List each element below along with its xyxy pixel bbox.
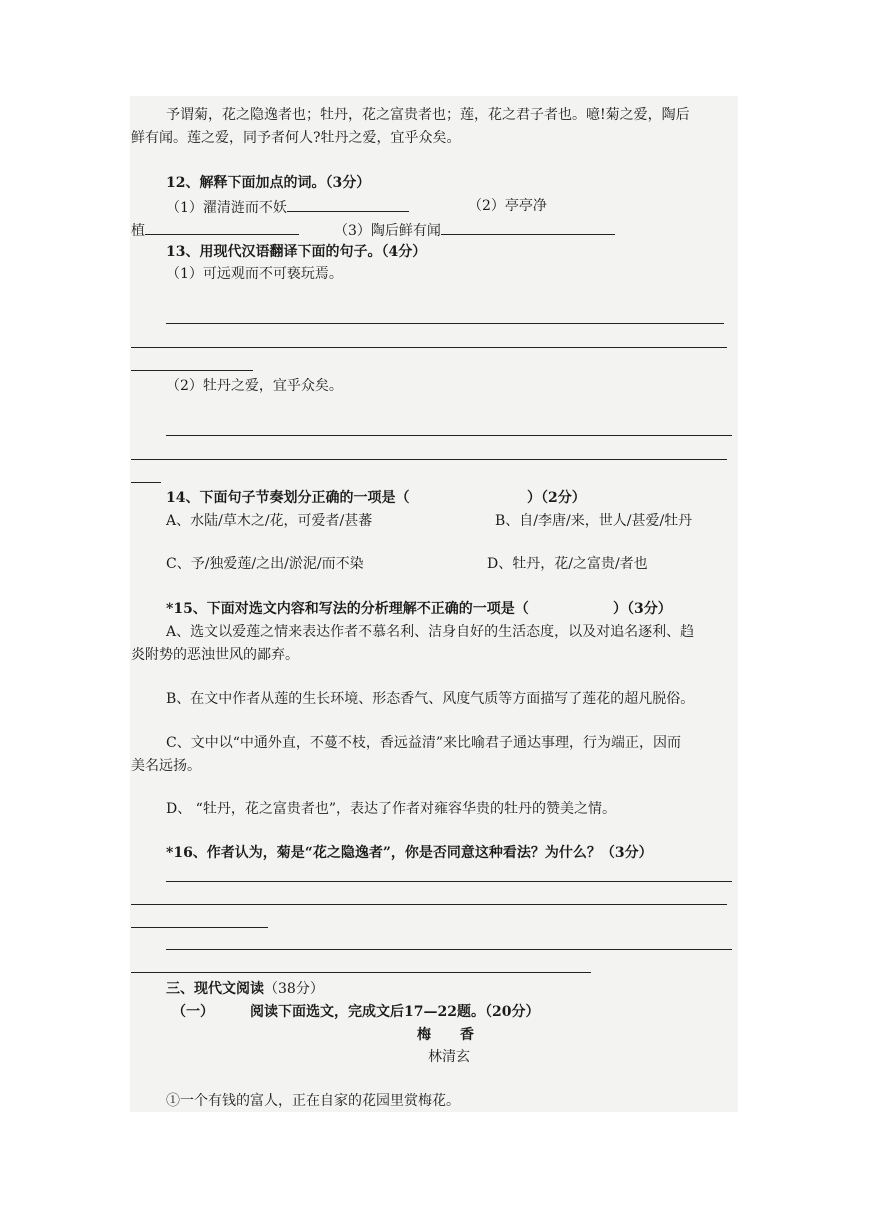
answer-line[interactable] [166, 435, 732, 436]
question-12-row-3 [334, 219, 615, 241]
question-15-title-b: ）（3分） [613, 601, 672, 617]
question-15-option-c-line-1: C、文中以“中通外直，不蔓不枝，香远益清”来比喻君子通达事理，行为端正，因而 [166, 735, 682, 751]
answer-line[interactable] [131, 347, 727, 348]
article-title-char-2: 香 [460, 1027, 474, 1043]
question-16-title: *16、作者认为，菊是“花之隐逸者”，你是否同意这种看法？为什么？（3分） [166, 845, 653, 861]
question-15-option-a-line-1: A、选文以爱莲之情来表达作者不慕名利、洁身自好的生活态度，以及对追名逐利、趋 [166, 624, 695, 640]
question-14-option-a: A、水陆/草木之/花，可爱者/甚蕃 [166, 513, 373, 529]
section-3-title: 三、现代文阅读 [166, 981, 264, 997]
question-13-item-2: （2）牡丹之爱，宜乎众矣。 [166, 378, 343, 394]
passage-line-2: 鲜有闻。莲之爱，同予者何人?牡丹之爱，宜乎众矣。 [131, 130, 461, 146]
article-author: 林清玄 [428, 1049, 470, 1065]
question-15-title-a: *15、下面对选文内容和写法的分析理解不正确的一项是（ [166, 601, 529, 617]
answer-line[interactable] [131, 482, 161, 483]
section-3-heading [166, 979, 324, 999]
part-1-label: （一） [172, 1004, 214, 1020]
answer-line[interactable] [166, 881, 732, 882]
question-14-title-a: 14、下面句子节奏划分正确的一项是（ [166, 490, 410, 506]
question-12-item-2b: 植 [131, 223, 145, 239]
part-1-instruction: 阅读下面选文，完成文后17—22题。（20分） [250, 1004, 540, 1020]
answer-blank-12-1[interactable] [287, 196, 409, 212]
question-14-option-d: D、牡丹，花/之富贵/者也 [487, 556, 648, 572]
section-3-score: （38分） [264, 981, 324, 997]
question-15-option-b: B、在文中作者从莲的生长环境、形态香气、风度气质等方面描写了莲花的超凡脱俗。 [166, 691, 695, 707]
answer-line[interactable] [131, 370, 253, 371]
answer-blank-12-2[interactable] [145, 219, 299, 235]
question-13-title: 13、用现代汉语翻译下面的句子。（4分） [166, 244, 427, 260]
answer-line[interactable] [131, 972, 591, 973]
question-12-item-3: （3）陶后鲜有闻 [334, 223, 441, 239]
question-12-title: 12、解释下面加点的词。（3分） [166, 175, 371, 191]
answer-line[interactable] [131, 927, 268, 928]
question-15-option-a-line-2: 炎附势的恶浊世风的鄙弃。 [131, 647, 299, 663]
question-12-item-2a: （2）亭亭净 [468, 198, 547, 214]
answer-line[interactable] [166, 323, 724, 324]
question-12-item-1: （1）濯清涟而不妖 [166, 200, 287, 216]
question-12-row-1 [166, 196, 409, 218]
question-14-option-b: B、自/李唐/来，世人/甚爱/牡丹 [495, 513, 693, 529]
question-12-row-2 [131, 219, 299, 241]
question-15-option-d: D、 “牡丹，花之富贵者也”，表达了作者对雍容华贵的牡丹的赞美之情。 [166, 801, 616, 817]
answer-line[interactable] [131, 904, 727, 905]
question-15-option-c-line-2: 美名远扬。 [131, 758, 201, 774]
question-14-title-b: ）（2分） [527, 490, 586, 506]
answer-line[interactable] [131, 459, 727, 460]
article-title-char-1: 梅 [417, 1027, 431, 1043]
question-14-option-c: C、予/独爱莲/之出/淤泥/而不染 [166, 556, 364, 572]
answer-line[interactable] [166, 949, 732, 950]
article-paragraph-1: ①一个有钱的富人，正在自家的花园里赏梅花。 [166, 1093, 460, 1109]
passage-line-1: 予谓菊，花之隐逸者也；牡丹，花之富贵者也；莲，花之君子者也。噫!菊之爱，陶后 [166, 107, 690, 123]
question-13-item-1: （1）可远观而不可亵玩焉。 [166, 266, 343, 282]
answer-blank-12-3[interactable] [441, 219, 615, 235]
